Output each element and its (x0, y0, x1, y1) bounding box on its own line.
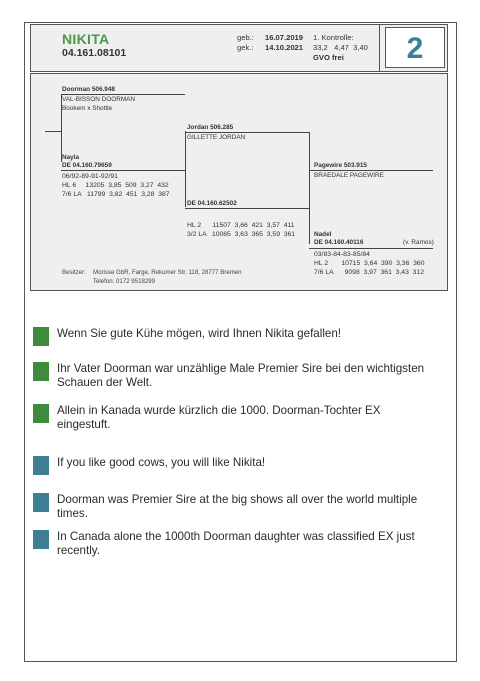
sire-perf-1: HL 2 11507 3,66 421 3,57 411 (187, 222, 295, 229)
granddam-breeder-note: (v. Ramos) (403, 239, 434, 246)
vline-left (61, 94, 62, 162)
line-jordan (185, 132, 309, 133)
paternal-grandsire-name: Doorman (62, 86, 91, 93)
granddam-id (314, 239, 363, 247)
dates-block (237, 33, 303, 53)
sire-perf-2: 3/2 LA 10065 3,63 365 3,59 361 (187, 231, 296, 238)
blue-marker-icon (33, 530, 49, 549)
sire-id (187, 200, 237, 208)
vline-mid (185, 131, 186, 207)
line-sire-id (185, 208, 309, 209)
line-nadel (309, 248, 433, 249)
statement-text: Ihr Vater Doorman war unzählige Male Premier Sire bei den wichtigsten Schauen der Welt. (57, 362, 425, 389)
statement-text: If you like good cows, you will like Nikita! (57, 456, 266, 469)
line-root (45, 131, 61, 132)
dam-perf-2: 7/6 LA 11799 3,82 451 3,28 387 (62, 191, 170, 198)
blue-marker-icon (33, 456, 49, 475)
dam-classifications: 06/92-89-91-92/91 (62, 173, 118, 180)
maternal-grandsire (314, 162, 367, 170)
paternal-grandsire (62, 86, 115, 94)
catalog-number: 2 (406, 32, 424, 65)
header-divider (379, 25, 380, 71)
paternal-grandsire-reg: 506.948 (91, 86, 115, 93)
statement-text: Allein in Kanada wurde kürzlich die 1000. Doorman-Tochter EX eingestuft. (57, 404, 381, 431)
birth-label: geb.: (237, 33, 254, 42)
sire-id-text: DE 04.160.62502 (187, 200, 237, 207)
owner-label: Besitzer: (62, 269, 86, 276)
control-status: GVO frei (313, 53, 344, 62)
line-doorman (61, 94, 185, 95)
sire-fullname: GILLETTE JORDAN (187, 134, 246, 141)
dam-id-text: DE 04.160.79659 (62, 162, 112, 169)
green-marker-icon (33, 327, 49, 346)
owner-phone: Telefon: 0172 9518299 (93, 278, 156, 285)
dam-name (62, 154, 79, 162)
dam-id (62, 162, 112, 170)
calving-date: 14.10.2021 (265, 43, 304, 52)
control-values: 33,2 4,47 3,40 (313, 43, 368, 52)
green-marker-icon (33, 362, 49, 381)
granddam-perf-1: HL 2 10715 3,64 390 3,36 360 (314, 260, 425, 267)
dam-perf-1: HL 6 13205 3,85 509 3,27 432 (62, 182, 169, 189)
catalog-number-box (385, 27, 445, 68)
cow-id: 04.161.08101 (62, 47, 127, 59)
green-marker-icon (33, 404, 49, 423)
control-title: 1. Kontrolle: (313, 33, 354, 42)
maternal-grandsire-name: Pagewire (314, 162, 343, 169)
granddam-name-text: Nadel (314, 231, 332, 238)
dam-name-text: Nayla (62, 154, 80, 161)
owner-address: Morisse GbR, Farge, Rekumer Str. 118, 28777 Bremen (93, 269, 242, 276)
header-box (30, 24, 448, 72)
maternal-grandsire-fullname: BRAEDALE PAGEWIRE (314, 172, 384, 179)
granddam-classifications: 03/83-84-83-85/84 (314, 251, 370, 258)
maternal-grandsire-reg: 503.915 (343, 162, 367, 169)
cow-name: NIKITA (62, 31, 110, 47)
control-block (313, 33, 368, 63)
sire (187, 124, 233, 132)
granddam-id-text: DE 04.160.40116 (314, 239, 364, 246)
pedigree-box (30, 73, 448, 291)
sire-reg: 506.285 (210, 124, 234, 131)
blue-marker-icon (33, 493, 49, 512)
statement-text: Doorman was Premier Sire at the big shows all over the world multiple times. (57, 493, 418, 520)
granddam-name (314, 231, 331, 239)
line-nayla (61, 170, 185, 171)
granddam-perf-2: 7/6 LA 9098 3,97 361 3,43 312 (314, 269, 424, 276)
paternal-grandsire-note: Bookem x Shottle (62, 105, 113, 112)
paternal-grandsire-fullname: VAL-BISSON DOORMAN (62, 96, 136, 103)
statement-text: In Canada alone the 1000th Doorman daughter was classified EX just recently. (57, 530, 415, 557)
statement-text: Wenn Sie gute Kühe mögen, wird Ihnen Nikita gefallen! (57, 327, 342, 340)
line-pagewire (309, 170, 433, 171)
calving-label: gek.: (237, 43, 254, 52)
birth-date: 16.07.2019 (265, 33, 304, 42)
sire-name: Jordan (187, 124, 209, 131)
vline-right (309, 132, 310, 244)
